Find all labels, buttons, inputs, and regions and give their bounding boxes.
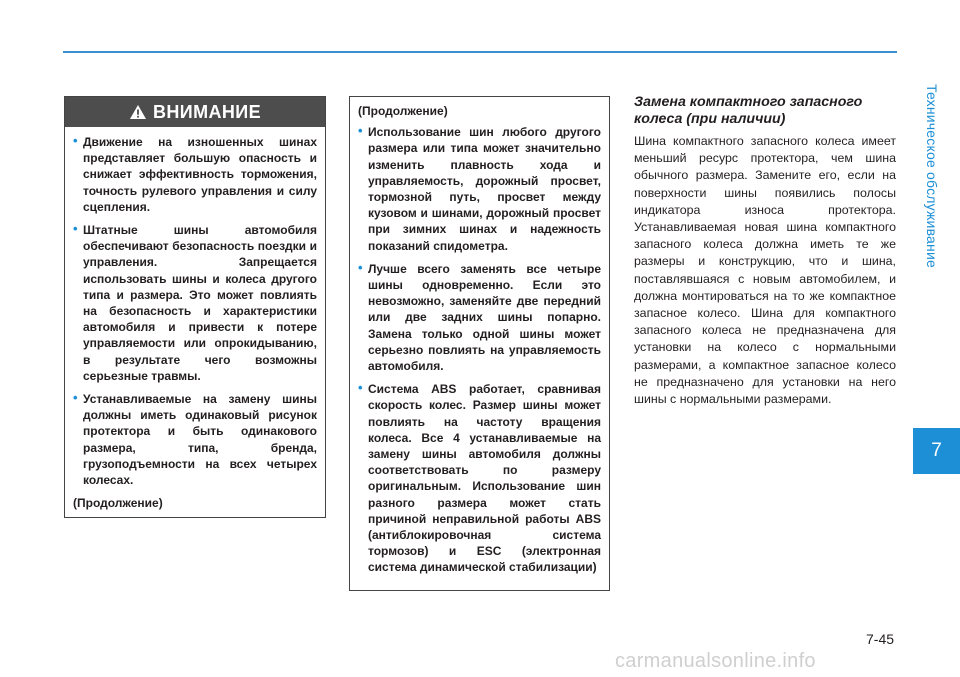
warning-bullet-text: Движение на изношенных шинах представляет большую опасность и снижает эффективность торможения, точность рулевого управления и силу сцепления. [83, 135, 317, 214]
chapter-number-tab: 7 [913, 428, 960, 474]
watermark: carmanualsonline.info [615, 650, 816, 672]
section-heading: Замена компактного запасного колеса (при наличии) [634, 94, 863, 127]
warning-bullet [73, 391, 317, 488]
continuation-bullet-text: Лучше всего заменять все четыре шины одновременно. Если это невозможно, заменяйте две передний или две задних шины попарно. Замена только одной шины может серьезно повлиять на управляемость автомобиля. [368, 261, 601, 374]
warning-bullet-text: Штатные шины автомобиля обеспечивают безопасность поездки и управления. Запрещается использовать шины и колеса другого типа и размера. Это может повлиять на безопасность и характеристики автомобиля и привести к потере управляемости или опрокидыванию, в результате чего возможны серьезные травмы. [83, 223, 317, 383]
warning-bullet [73, 134, 317, 215]
bullet-dot-icon: • [358, 123, 363, 139]
warning-bullet-text: Устанавливаемые на замену шины должны иметь одинаковый рисунок протектора и быть одинакового размера, типа, брендa, грузоподъемности на всех четырех колесах. [83, 392, 317, 488]
chapter-side-title: Техническое обслуживание [924, 84, 940, 268]
warning-box [64, 96, 326, 518]
bullet-dot-icon: • [73, 133, 78, 148]
warning-header [65, 97, 325, 127]
header-rule [63, 51, 897, 53]
continuation-bullet [358, 381, 601, 575]
warning-triangle-icon [129, 104, 147, 120]
warning-continuation-box [349, 96, 610, 591]
bullet-dot-icon: • [73, 390, 78, 406]
bullet-dot-icon: • [358, 259, 363, 275]
continuation-bullet-text: Система ABS работает, сравнивая скорость колес. Размер шины может повлиять на частоту вращения колеса. Все 4 устанавливаемые на замену шины автомобиля должны соответствовать по размеру оригинальным. Использование шин разного размера может стать причиной неправильной работы ABS (антиблокировочная система тормозов) и ESC (электронная система динамической стабилизации) [368, 382, 601, 575]
continuation-bullet-text: Использование шин любого другого размера или типа может значительно изменить плавность хода и управляемость, дорожный просвет, тормозной путь, просвет между кузовом и шинами, дорожный просвет при зимних шинах и надежность показаний спидометра. [368, 125, 601, 253]
continuation-bullet [358, 261, 601, 374]
warning-bullet [73, 222, 317, 384]
section-body: Шина компактного запасного колеса имеет меньший ресурс протектора, чем шина обычного размера. Замените его, если на поверхности шины появились полосы индикатора износа протектора. Устанавливаемая новая шина компактного запасного колеса должна иметь те же размеры и конструкцию, что и шина, поставлявшаяся с новым автомобилем, и должна монтироваться на то же компактное запасное колесо. Шина для компактного запасного колеса не предназначена для установки на колесо с нормальными размерами, а компактное запасное колесо не предназначено для установки на него шины с нормальными размерами. [634, 134, 896, 407]
page-number: 7-45 [866, 631, 895, 647]
continuation-bullet [358, 124, 601, 254]
warning-title: ВНИМАНИЕ [152, 101, 262, 122]
continuation-label: (Продолжение) [358, 104, 448, 118]
bullet-dot-icon: • [358, 380, 363, 396]
bullet-dot-icon: • [73, 221, 78, 237]
continued-label: (Продолжение) [73, 496, 163, 511]
